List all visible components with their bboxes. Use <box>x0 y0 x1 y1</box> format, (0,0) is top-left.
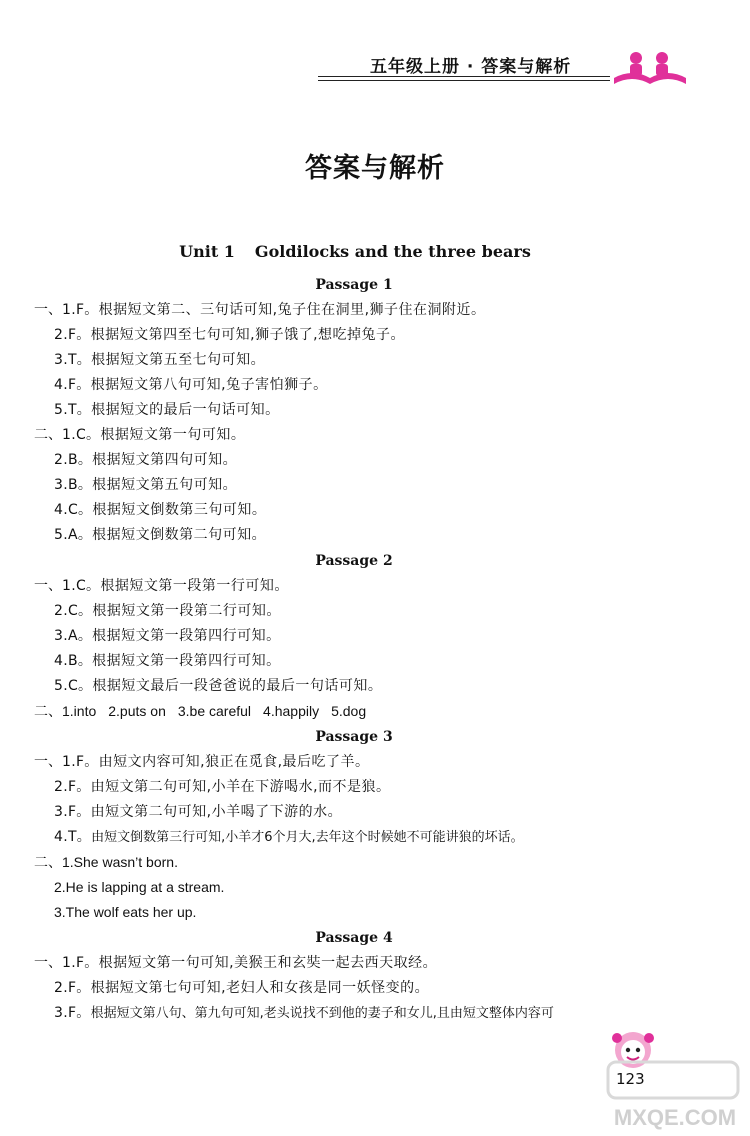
answer-line: 5.A。根据短文倒数第二句可知。 <box>54 527 267 543</box>
running-header <box>318 48 690 88</box>
answer-line: 二、1.C。根据短文第一句可知。 <box>34 427 246 443</box>
blank-answers-line: 二、1.into 2.puts on 3.be careful 4.happily 5.dog <box>34 703 367 720</box>
answer-line: 一、1.F。根据短文第一句可知,美猴王和玄奘一起去西天取经。 <box>34 955 438 971</box>
unit-name: Goldilocks and the three bears <box>254 242 531 261</box>
answer-line: 一、1.F。根据短文第二、三句话可知,兔子住在洞里,狮子住在洞附近。 <box>34 302 486 318</box>
english-answer-line: 2.He is lapping at a stream. <box>54 879 225 895</box>
passage-title: Passage 3 <box>315 729 393 745</box>
answer-line: 4.C。根据短文倒数第三句可知。 <box>54 502 267 518</box>
answer-line: 3.T。根据短文第五至七句可知。 <box>54 352 266 368</box>
page-title: 答案与解析 <box>305 153 445 184</box>
answer-line: 一、1.F。由短文内容可知,狼正在觅食,最后吃了羊。 <box>34 754 370 770</box>
unit-title <box>0 242 710 261</box>
reading-children-icon <box>610 48 690 88</box>
answer-line: 4.T。由短文倒数第三行可知,小羊才6个月大,去年这个时候她不可能讲狼的坏话。 <box>54 829 524 845</box>
watermark-text: MXQE.COM <box>613 1105 737 1130</box>
passage-title: Passage 4 <box>315 930 393 946</box>
english-answer-line: 3.The wolf eats her up. <box>54 904 197 920</box>
answer-content <box>34 272 694 1026</box>
passage-title: Passage 1 <box>315 277 393 293</box>
answer-line: 2.B。根据短文第四句可知。 <box>54 452 238 468</box>
english-answer-line: 二、1.She wasn’t born. <box>34 854 178 871</box>
header-title: 五年级上册 · 答案与解析 <box>370 57 572 77</box>
answer-line: 3.F。根据短文第八句、第九句可知,老头说找不到他的妻子和女儿,且由短文整体内容可 <box>54 1005 554 1021</box>
header-rule <box>318 76 610 81</box>
passage-title: Passage 2 <box>315 553 393 569</box>
answer-line: 3.F。由短文第二句可知,小羊喝了下游的水。 <box>54 804 343 820</box>
unit-label: Unit 1 <box>179 242 235 261</box>
answer-line: 一、1.C。根据短文第一段第一行可知。 <box>34 578 289 594</box>
answer-line: 2.F。根据短文第四至七句可知,狮子饿了,想吃掉兔子。 <box>54 327 406 343</box>
answer-line: 3.B。根据短文第五句可知。 <box>54 477 238 493</box>
answer-line: 4.F。根据短文第八句可知,兔子害怕狮子。 <box>54 377 328 393</box>
answer-line: 3.A。根据短文第一段第四行可知。 <box>54 628 281 644</box>
answer-line: 2.F。由短文第二句可知,小羊在下游喝水,而不是狼。 <box>54 779 391 795</box>
answer-line: 2.C。根据短文第一段第二行可知。 <box>54 603 281 619</box>
answer-line: 4.B。根据短文第一段第四行可知。 <box>54 653 281 669</box>
answer-line: 5.T。根据短文的最后一句话可知。 <box>54 402 280 418</box>
answer-line: 2.F。根据短文第七句可知,老妇人和女孩是同一妖怪变的。 <box>54 980 430 996</box>
answer-line: 5.C。根据短文最后一段爸爸说的最后一句话可知。 <box>54 678 383 694</box>
page-number: 123 <box>616 1070 645 1088</box>
